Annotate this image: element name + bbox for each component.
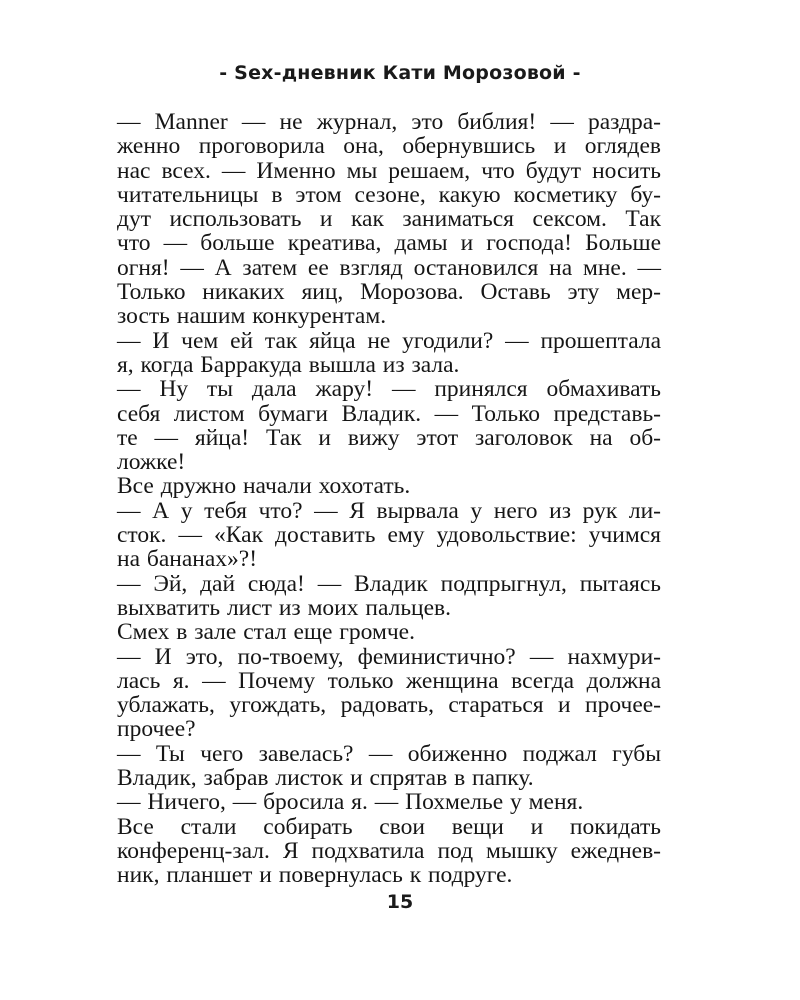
text-line: я, когда Барракуда вышла из зала.	[117, 351, 460, 378]
text-line: — А у тебя что? — Я вырвала у него из рук ли-	[117, 497, 661, 524]
text-line: — Ты чего завелась? — обиженно поджал губы	[117, 740, 661, 767]
body-text	[117, 110, 661, 888]
text-line: — Manner — не журнал, это библия! — раздра-	[117, 109, 661, 135]
text-line: что — больше креатива, дамы и господа! Больше	[117, 230, 661, 257]
text-line: Смех в зале стал еще громче.	[117, 619, 415, 646]
text-line: — Ничего, — бросила я. — Похмелье у меня.	[117, 789, 584, 816]
text-line: — И это, по-твоему, феминистично? — нахмури-	[117, 643, 661, 670]
text-line: — И чем ей так яйца не угодили? — прошептала	[117, 327, 661, 354]
text-line: Только никаких яиц, Морозова. Оставь эту мер-	[117, 279, 661, 306]
text-line: ник, планшет и повернулась к подруге.	[117, 862, 513, 889]
text-line: ублажать, угождать, радовать, стараться и прочее-	[117, 692, 661, 719]
text-line: лась я. — Почему только женщина всегда должна	[117, 667, 661, 694]
text-line: выхватить лист из моих пальцев.	[117, 594, 452, 621]
text-line: нас всех. — Именно мы решаем, что будут носить	[117, 157, 661, 184]
text-line: те — яйца! Так и вижу этот заголовок на об-	[117, 424, 661, 451]
page-number: 15	[386, 891, 414, 913]
text-line: Владик, забрав листок и спрятав в папку.	[117, 765, 534, 792]
text-line: — Эй, дай сюда! — Владик подпрыгнул, пытаясь	[117, 570, 661, 597]
text-line: дут использовать и как заниматься сексом. Так	[117, 206, 661, 233]
text-line: прочее?	[117, 716, 196, 743]
running-head: - Sex-дневник Кати Морозовой -	[219, 62, 581, 84]
text-line: женно проговорила она, обернувшись и оглядев	[117, 133, 661, 160]
text-line: Все дружно начали хохотать.	[117, 473, 411, 500]
text-line: — Ну ты дала жару! — принялся обмахивать	[117, 376, 661, 403]
text-line: ложке!	[117, 449, 186, 476]
text-line: себя листом бумаги Владик. — Только представь-	[117, 400, 661, 427]
text-line: Все стали собирать свои вещи и покидать	[117, 813, 661, 840]
text-line: зость нашим конкурентам.	[117, 303, 387, 330]
text-line: конференц-зал. Я подхватила под мышку ежеднев-	[117, 837, 661, 864]
text-line: огня! — А затем ее взгляд остановился на мне. —	[117, 254, 661, 281]
text-line: читательницы в этом сезоне, какую косметику бу-	[117, 181, 661, 208]
text-line: на бананах»?!	[117, 546, 258, 573]
text-line: сток. — «Как доставить ему удовольствие: учимся	[117, 522, 661, 549]
